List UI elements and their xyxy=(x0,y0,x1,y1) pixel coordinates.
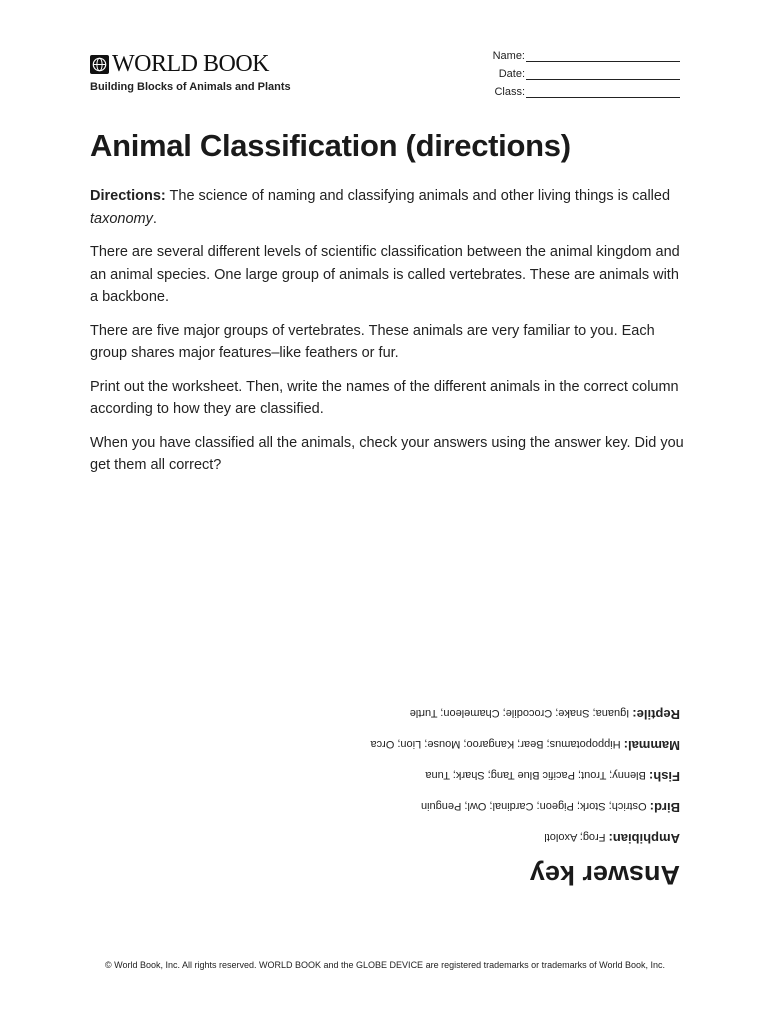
paragraph: When you have classified all the animals, check your answers using the answer key. Did you get them all correct? xyxy=(90,434,684,473)
group-label: Mammal: xyxy=(623,738,680,753)
group-animals: Ostrich; Stork; Pigeon; Cardinal; Owl; Penguin xyxy=(420,800,647,812)
group-label: Amphibian: xyxy=(608,831,680,846)
directions-label: Directions: xyxy=(90,188,166,204)
class-line xyxy=(526,85,680,98)
name-field xyxy=(470,44,680,62)
directions-paragraph xyxy=(90,185,690,230)
date-line xyxy=(526,67,680,80)
answer-key-title: Answer key xyxy=(529,860,680,890)
group-animals: Blenny; Trout; Pacific Blue Tang; Shark; Tuna xyxy=(425,769,646,781)
brand-name: WORLD BOOK xyxy=(112,51,269,77)
answer-row-fish xyxy=(90,768,680,783)
answer-row-mammal xyxy=(90,737,680,752)
paragraph: Print out the worksheet. Then, write the names of the different animals in the correct column according to how they are classified. xyxy=(90,378,679,417)
group-label: Reptile: xyxy=(632,707,680,722)
name-line xyxy=(526,49,680,62)
group-label: Bird: xyxy=(649,800,680,815)
unit-subtitle: Building Blocks of Animals and Plants xyxy=(90,81,291,93)
student-info-fields xyxy=(470,44,680,98)
group-animals: Frog; Axolotl xyxy=(544,831,606,843)
directions-end: . xyxy=(152,210,157,227)
date-field xyxy=(470,62,680,80)
class-label: Class: xyxy=(494,86,525,98)
answer-row-bird xyxy=(90,799,680,814)
paragraph: There are five major groups of vertebrates. These animals are very familiar to you. Each group shares major features–like feathers or fur. xyxy=(90,322,655,361)
name-label: Name: xyxy=(492,50,525,62)
directions-text: The science of naming and classifying animals and other living things is called xyxy=(165,188,671,204)
page-title: Animal Classification (directions) xyxy=(90,128,571,163)
taxonomy-term: taxonomy xyxy=(90,210,153,227)
world-book-logo xyxy=(90,52,269,76)
paragraph: There are several different levels of scientific classification between the animal kingdom and an animal species. One large group of animals is called vertebrates. These are animals with a backbone. xyxy=(90,244,680,305)
date-label: Date: xyxy=(498,68,525,80)
copyright-footer: © World Book, Inc. All rights reserved. WORLD BOOK and the GLOBE DEVICE are registered trademarks or trademarks of World Book, Inc. xyxy=(104,960,665,970)
answer-key-upside-down xyxy=(90,690,680,890)
class-field xyxy=(470,80,680,98)
group-animals: Iguana; Snake; Crocodile; Chameleon; Turtle xyxy=(409,707,630,719)
directions-body xyxy=(90,185,690,488)
answer-row-reptile xyxy=(90,706,680,721)
globe-device-icon xyxy=(90,55,109,74)
answer-row-amphibian xyxy=(90,830,680,845)
group-label: Fish: xyxy=(648,769,680,784)
group-animals: Hippopotamus; Bear; Kangaroo; Mouse; Lion; Orca xyxy=(370,738,621,750)
